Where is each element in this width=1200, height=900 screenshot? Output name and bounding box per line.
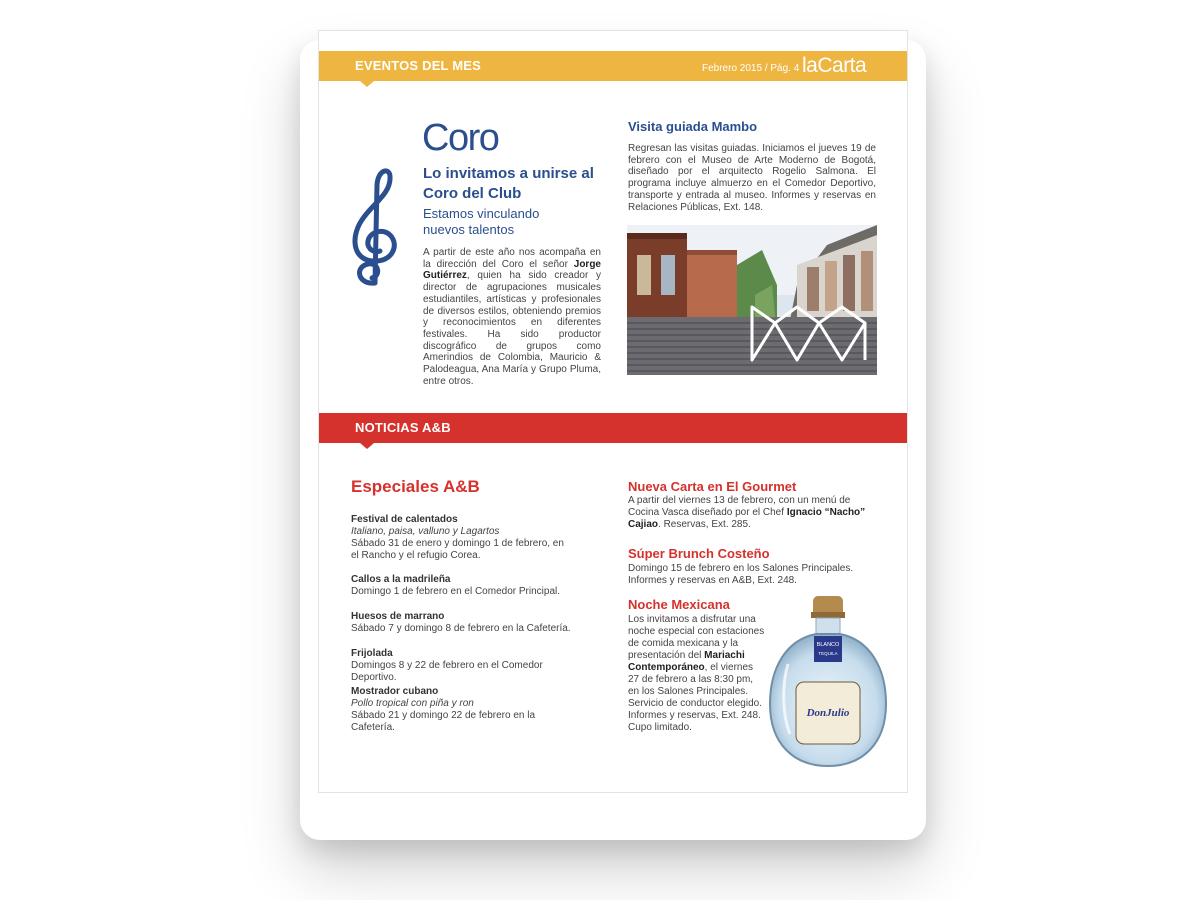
especial-item-subtitle: Italiano, paisa, valluno y Lagartos — [351, 526, 500, 537]
mexicana-body-pre: Los invitamos a disfrutar una noche especial con estaciones de comida mexicana y la presentación del — [628, 614, 765, 661]
treble-clef-icon — [343, 163, 405, 287]
eventos-header-bar — [319, 51, 908, 81]
eventos-section-title: EVENTOS DEL MES — [355, 58, 482, 73]
gourmet-body-post: . Reservas, Ext. 285. — [658, 519, 751, 530]
brunch-title: Súper Brunch Costeño — [628, 546, 770, 561]
gourmet-body — [628, 495, 878, 531]
noticias-header-bar — [319, 413, 908, 443]
coro-body-pre: A partir de este año nos acompaña en la dirección del Coro el señor — [423, 247, 601, 270]
mexicana-body — [628, 614, 766, 734]
especial-item-title: Mostrador cubano — [351, 686, 439, 697]
brunch-body: Domingo 15 de febrero en los Salones Principales. Informes y reservas en A&B, Ext. 248. — [628, 563, 854, 586]
newsletter-page — [318, 30, 908, 793]
mexicana-title: Noche Mexicana — [628, 597, 730, 612]
coro-subtitle: Lo invitamos a unirse al Coro del Club — [423, 165, 594, 202]
coro-director-name: Jorge Gutiérrez — [423, 258, 601, 282]
especiales-title: Especiales A&B — [351, 477, 480, 496]
mexicana-band-name: Mariachi Contemporáneo — [628, 650, 745, 673]
mexicana-body-post: , el viernes 27 de febrero a las 8:30 pm, en los Salones Principales. Servicio de conductor elegido. Informes y reservas, Ext. 248. Cupo limitado. — [628, 662, 762, 733]
coro-tagline: Estamos vinculando nuevos talentos — [423, 206, 540, 237]
noticias-section-title: NOTICIAS A&B — [355, 420, 451, 435]
especial-item — [351, 611, 571, 635]
mambo-body: Regresan las visitas guiadas. Iniciamos el jueves 19 de febrero con el Museo de Arte Moderno de Bogotá, diseñado por el arquitecto Rogelio Salmona. El programa incluye almuerzo en el Comedor Deportivo, transporte y entrada al museo. Informes y reservas en Relaciones Públicas, Ext. 148. — [628, 143, 876, 213]
especial-item — [351, 648, 571, 684]
gourmet-title: Nueva Carta en El Gourmet — [628, 479, 797, 494]
especial-item-text: Domingos 8 y 22 de febrero en el Comedor Deportivo. — [351, 660, 543, 683]
brand-logo-text: laCarta — [802, 54, 867, 77]
museum-photo — [627, 225, 877, 375]
coro-body — [423, 247, 601, 387]
especial-item-text: Sábado 31 de enero y domingo 1 de febrero, en el Rancho y el refugio Corea. — [351, 538, 564, 561]
especial-item-title: Callos a la madrileña — [351, 574, 451, 585]
tequila-bottle-image — [766, 594, 890, 770]
coro-title: Coro — [422, 117, 499, 159]
especial-item-text: Domingo 1 de febrero en el Comedor Principal. — [351, 586, 560, 597]
gourmet-chef-name: Ignacio “Nacho” Cajiao — [628, 507, 866, 530]
bottle-label-top: BLANCO — [816, 642, 840, 648]
especial-item — [351, 686, 571, 734]
coro-body-post: , quien ha sido creador y director de agrupaciones musicales estudiantiles, artísticas y profesionales de diversos estilos, obteniendo premios y reconocimientos en diferentes festivales. Ha sido productor discográfico de grupos como Amerindios de Colombia, Mauricio & Palodeagua, Ana María y Grupo Pluma, entre otros. — [423, 270, 601, 387]
bottle-brand: DonJulio — [806, 707, 850, 719]
gourmet-body-pre: A partir del viernes 13 de febrero, con un menú de Cocina Vasca diseñado por el Chef — [628, 495, 851, 518]
especial-item — [351, 574, 571, 598]
header-notch — [360, 443, 374, 449]
especial-item-subtitle: Pollo tropical con piña y ron — [351, 698, 474, 709]
especial-item-title: Frijolada — [351, 648, 393, 659]
especial-item-text: Sábado 7 y domingo 8 de febrero en la Cafetería. — [351, 623, 571, 634]
especial-item-text: Sábado 21 y domingo 22 de febrero en la Cafetería. — [351, 710, 536, 733]
bottle-label-sub: TEQUILA — [818, 651, 838, 656]
especial-item-title: Huesos de marrano — [351, 611, 445, 622]
header-notch — [360, 81, 374, 87]
especial-item — [351, 514, 571, 562]
issue-date-page: Febrero 2015 / Pág. 4 — [702, 63, 800, 74]
mambo-title: Visita guiada Mambo — [628, 119, 758, 134]
especial-item-title: Festival de calentados — [351, 514, 458, 525]
